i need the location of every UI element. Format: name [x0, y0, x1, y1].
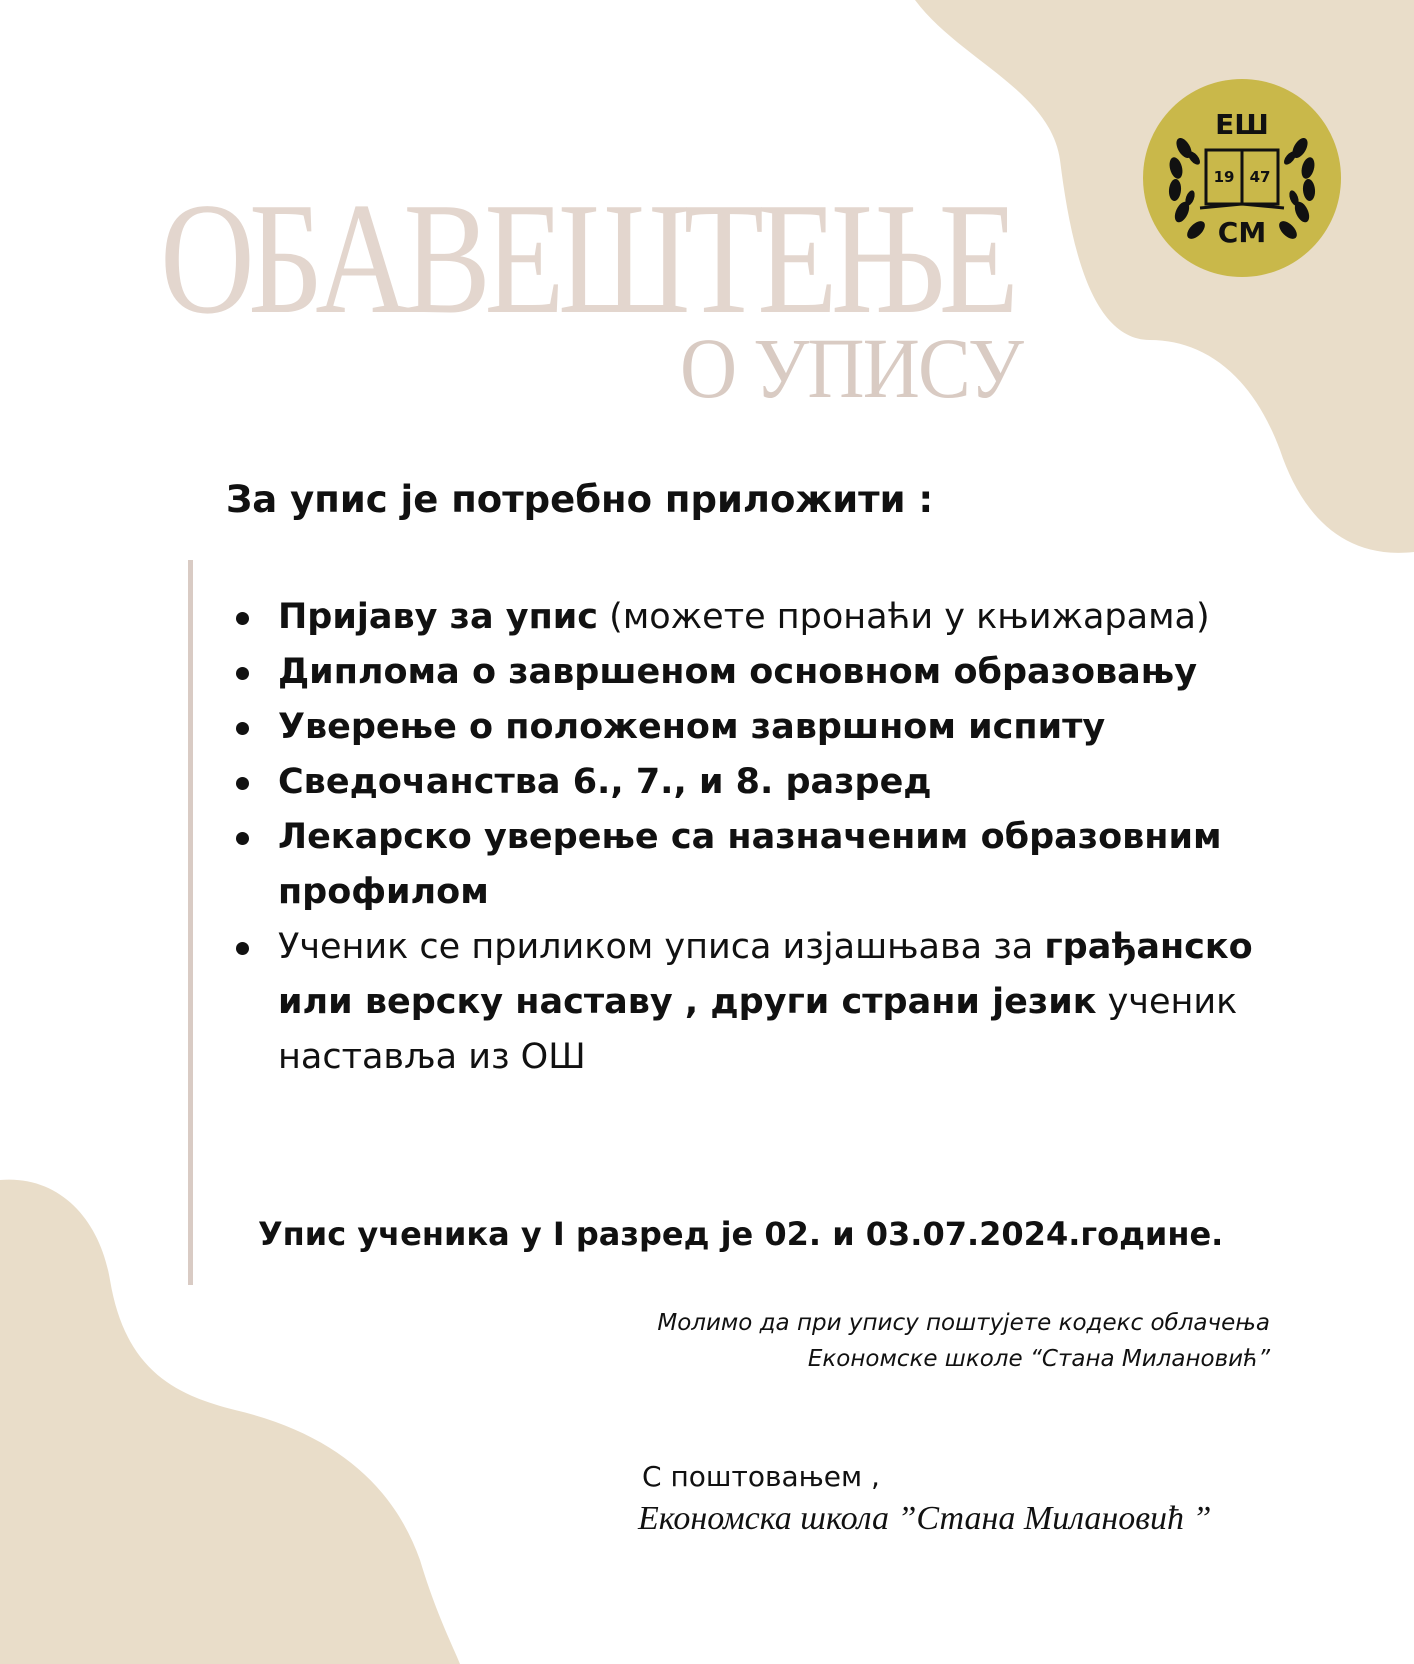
- list-item: [228, 700, 1278, 755]
- logo-bottom-text: СМ: [1217, 216, 1267, 249]
- dress-code-line-2: Економске школе “Стана Милановић”: [807, 1346, 1270, 1372]
- requirements-list: [228, 590, 1278, 1085]
- list-item-bold: грађанско или верску наставу , други страни језик: [278, 927, 1253, 1022]
- enrollment-date: Упис ученика у I разред је 02. и 03.07.2024.године.: [258, 1215, 1224, 1253]
- list-item: [228, 920, 1278, 1085]
- logo-year-right: 47: [1249, 168, 1271, 186]
- list-item-text: (можете пронаћи у књижарама): [598, 597, 1210, 637]
- logo-top-text: ЕШ: [1215, 108, 1269, 141]
- list-item: [228, 645, 1278, 700]
- list-item-text: ученик наставља из ОШ: [278, 982, 1238, 1077]
- page-title: ОБАВЕШТЕЊЕ: [160, 169, 1013, 347]
- vertical-divider: [188, 560, 193, 1285]
- list-item-bold: Диплома о завршеном основном образовању: [278, 652, 1198, 692]
- signature: Економска школа ”Стана Милановић ”: [638, 1500, 1212, 1537]
- greeting: С поштовањем ,: [642, 1460, 880, 1493]
- list-item-bold: Уверење о положеном завршном испиту: [278, 707, 1106, 747]
- dress-code-note: [657, 1305, 1270, 1377]
- list-item-bold: Сведочанства 6., 7., и 8. разред: [278, 762, 932, 802]
- dress-code-line-1: Молимо да при упису поштујете кодекс облачења: [657, 1310, 1270, 1336]
- school-logo: [1142, 78, 1342, 278]
- list-item: [228, 590, 1278, 645]
- list-item: [228, 810, 1278, 920]
- page-subtitle: О УПИСУ: [680, 320, 1023, 416]
- list-item: [228, 755, 1278, 810]
- logo-year-left: 19: [1213, 168, 1235, 186]
- list-item-text: Ученик се приликом уписа изјашњава за: [278, 927, 1045, 967]
- list-item-bold: Пријаву за упис: [278, 597, 599, 637]
- list-item-bold: Лекарско уверење са назначеним образовним профилом: [278, 817, 1222, 912]
- requirements-heading: За упис је потребно приложити :: [226, 478, 934, 521]
